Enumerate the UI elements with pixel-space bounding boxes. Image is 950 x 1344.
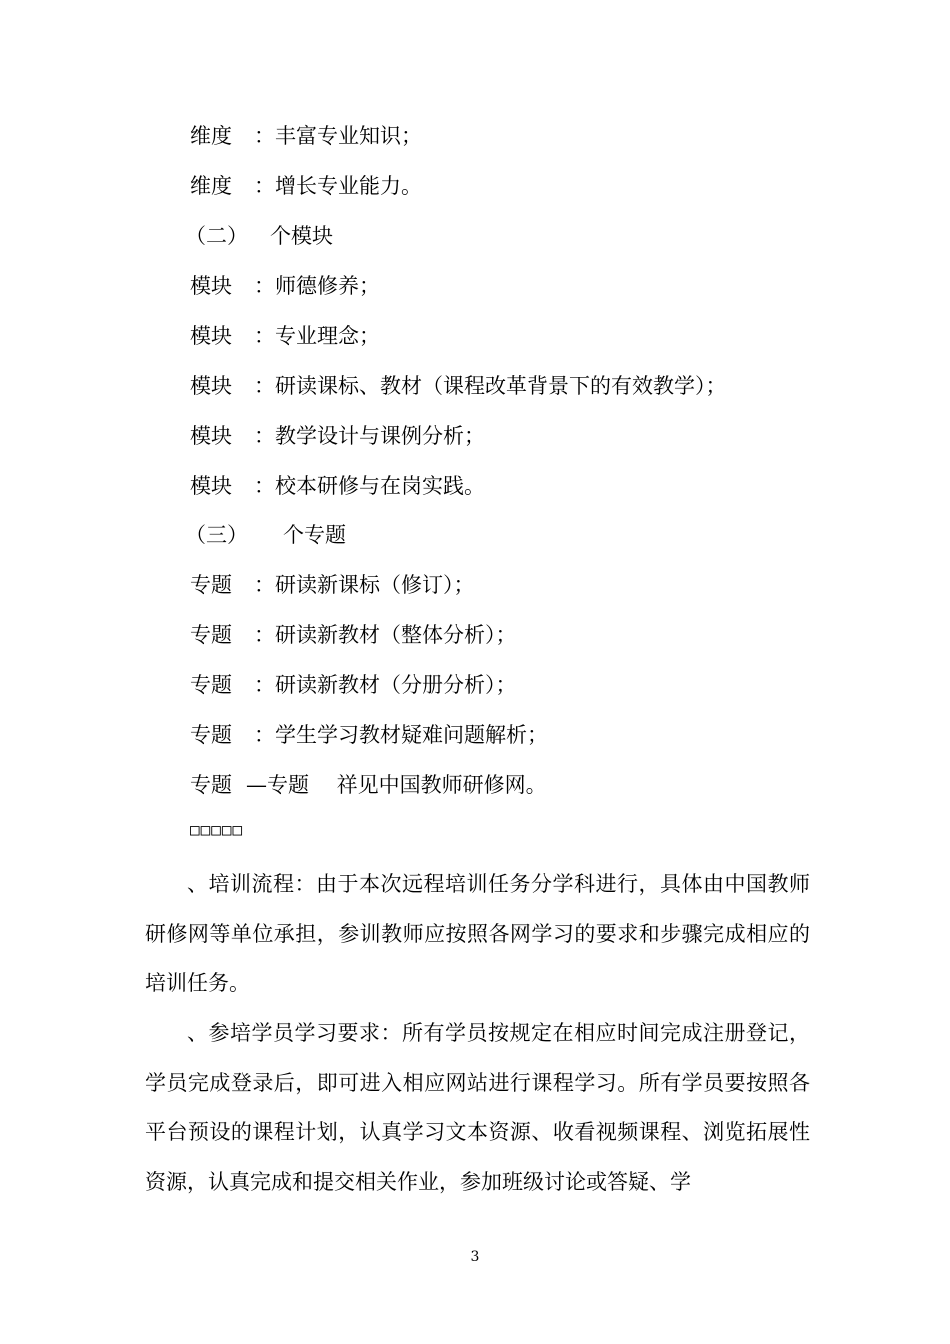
module-label: 模块 [190, 424, 232, 448]
module-text: ：教学设计与课例分析； [254, 424, 485, 448]
dimension-text: ：丰富专业知识； [254, 124, 422, 148]
module-text: ：师德修养； [254, 274, 380, 298]
dimension-text: ：增长专业能力。 [254, 174, 422, 198]
module-label: 模块 [190, 324, 232, 348]
dimension-label: 维度 [190, 124, 232, 148]
topic-line-4 [190, 721, 548, 749]
topic-line-1 [190, 571, 475, 599]
placeholder-glyphs: □□□□□ [190, 820, 244, 839]
topic-label: 专题 [190, 773, 232, 797]
module-line-1 [190, 272, 380, 300]
module-line-5 [190, 472, 485, 500]
module-label: 模块 [190, 274, 232, 298]
topic-line-3 [190, 671, 517, 699]
module-line-2 [190, 322, 380, 350]
module-label: 模块 [190, 474, 232, 498]
topics-heading-text: 个专题 [283, 523, 346, 547]
modules-heading [185, 222, 333, 250]
topics-heading-number: （三） [185, 523, 248, 547]
module-text: ：专业理念； [254, 324, 380, 348]
paragraph-learner-requirements: 、参培学员学习要求：所有学员按规定在相应时间完成注册登记，学员完成登录后，即可进入相应网站进行课程学习。所有学员要按照各平台预设的课程计划，认真学习文本资源、收看视频课程、浏览拓展性资源，认真完成和提交相关作业，参加班级讨论或答疑、学 [145, 1021, 810, 1194]
topic-text: ：研读新教材（整体分析）； [254, 623, 517, 647]
dimension-label: 维度 [190, 174, 232, 198]
module-line-3 [190, 372, 727, 400]
dimension-line-1 [190, 122, 422, 150]
topic-label: 专题 [190, 623, 232, 647]
dimension-line-2 [190, 172, 422, 200]
topic-line-5 [190, 771, 547, 799]
topic-label: 专题 [190, 673, 232, 697]
topic-text: ：研读新教材（分册分析）； [254, 673, 517, 697]
module-label: 模块 [190, 374, 232, 398]
module-text: ：校本研修与在岗实践。 [254, 474, 485, 498]
topic-text: —专题 祥见中国教师研修网。 [246, 773, 547, 797]
module-text: ：研读课标、教材（课程改革背景下的有效教学）； [254, 374, 727, 398]
topic-line-2 [190, 621, 517, 649]
topic-text: ：学生学习教材疑难问题解析； [254, 723, 548, 747]
modules-heading-text: 个模块 [270, 224, 333, 248]
modules-heading-number: （二） [185, 224, 248, 248]
module-line-4 [190, 422, 485, 450]
paragraph-training-process: 、培训流程：由于本次远程培训任务分学科进行，具体由中国教师研修网等单位承担，参训教师应按照各网学习的要求和步骤完成相应的培训任务。 [145, 872, 810, 995]
topics-heading [185, 521, 346, 549]
topic-label: 专题 [190, 723, 232, 747]
topic-label: 专题 [190, 573, 232, 597]
topic-text: ：研读新课标（修订）； [254, 573, 475, 597]
page-number: 3 [470, 1249, 480, 1265]
